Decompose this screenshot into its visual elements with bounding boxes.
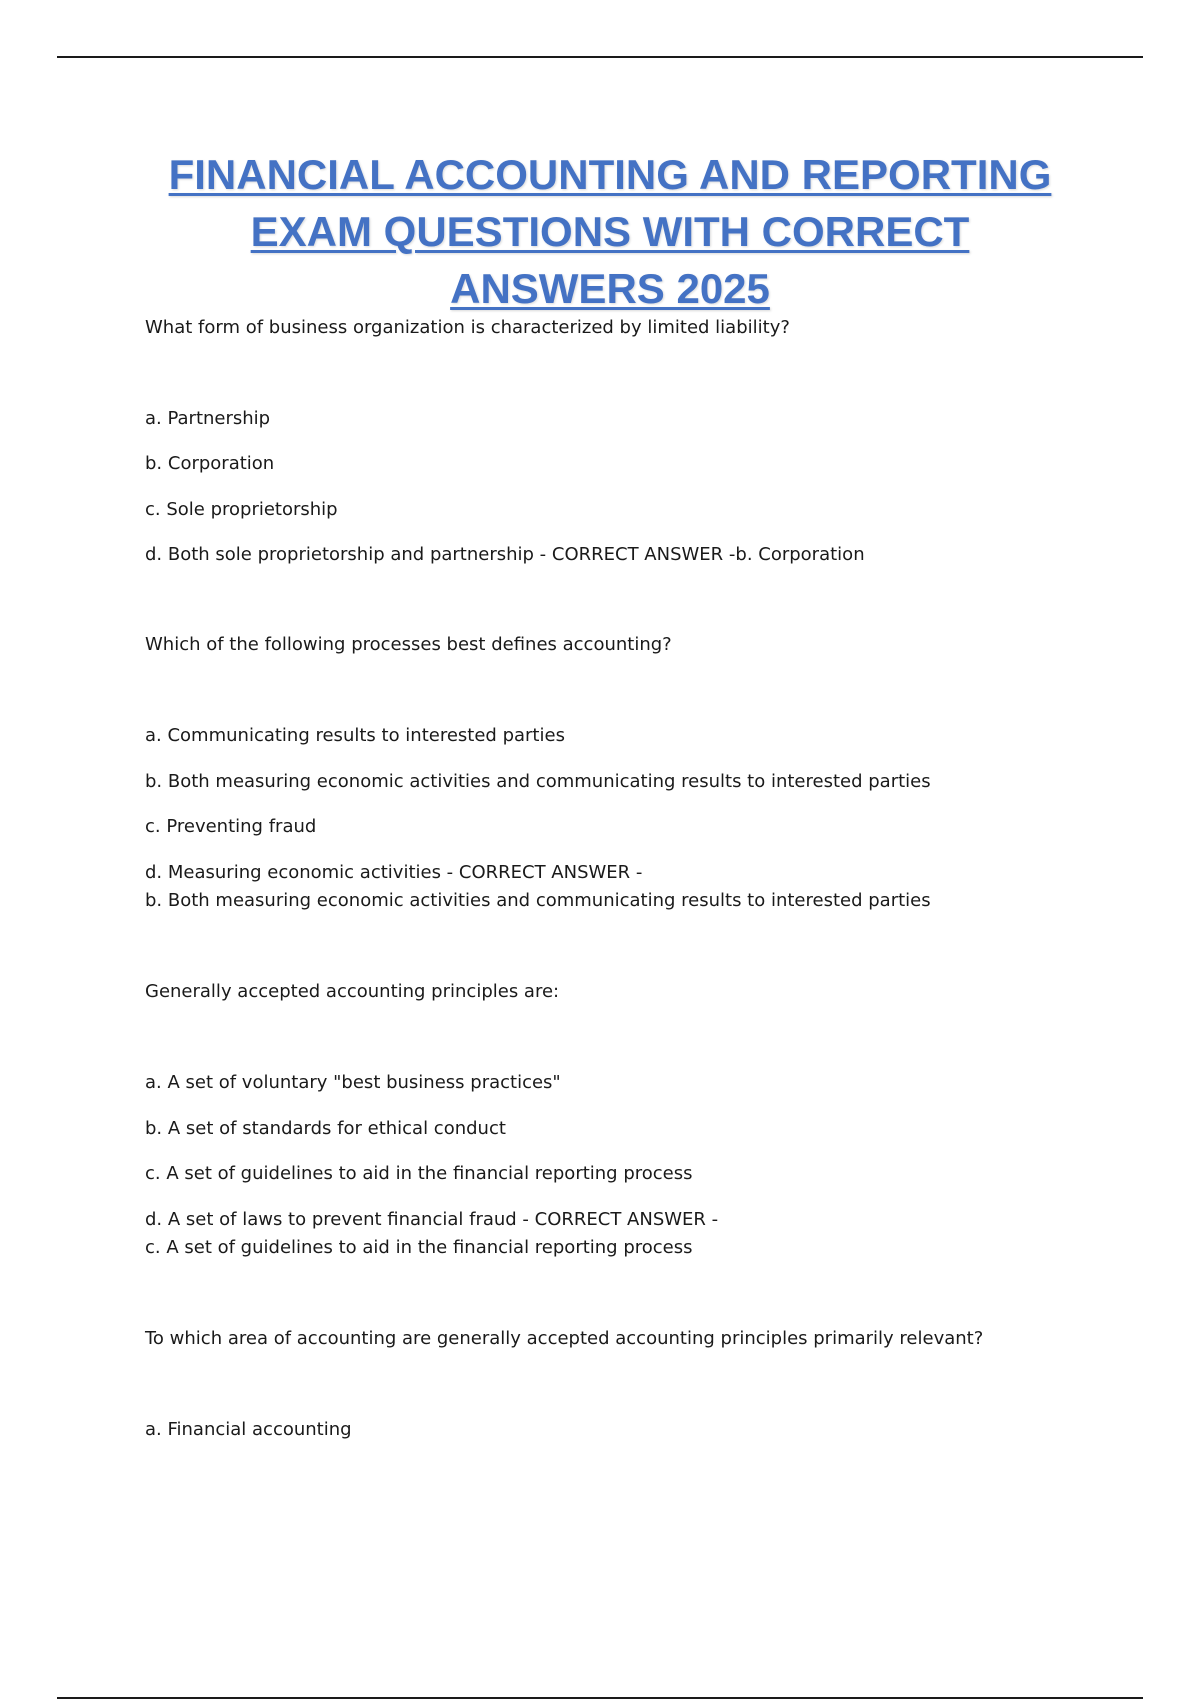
bottom-rule [57, 1697, 1143, 1699]
question-1-option-d: d. Both sole proprietorship and partnership - CORRECT ANSWER -b. Corporation [145, 544, 865, 565]
question-2-option-d: d. Measuring economic activities - CORRECT ANSWER - [145, 862, 643, 883]
question-2-option-c: c. Preventing fraud [145, 816, 317, 837]
question-3-option-c: c. A set of guidelines to aid in the financial reporting process [145, 1163, 693, 1184]
question-3-text: Generally accepted accounting principles are: [145, 981, 560, 1002]
question-4-text: To which area of accounting are generally accepted accounting principles primarily relevant? [145, 1328, 984, 1349]
question-3-option-a: a. A set of voluntary "best business practices" [145, 1072, 561, 1093]
question-2-option-a: a. Communicating results to interested parties [145, 725, 565, 746]
question-2-answer: b. Both measuring economic activities and communicating results to interested parties [145, 890, 931, 911]
question-4-option-a: a. Financial accounting [145, 1419, 352, 1440]
question-3-answer: c. A set of guidelines to aid in the financial reporting process [145, 1237, 693, 1258]
question-1-option-c: c. Sole proprietorship [145, 499, 338, 520]
top-rule [57, 56, 1143, 58]
document-title: FINANCIAL ACCOUNTING AND REPORTING EXAM QUESTIONS WITH CORRECT ANSWERS 2025 [168, 151, 1052, 312]
question-1-text: What form of business organization is characterized by limited liability? [145, 317, 790, 338]
question-3-option-d: d. A set of laws to prevent financial fraud - CORRECT ANSWER - [145, 1209, 719, 1230]
question-2-option-b: b. Both measuring economic activities and communicating results to interested parties [145, 771, 931, 792]
question-1-option-a: a. Partnership [145, 408, 271, 429]
question-2-text: Which of the following processes best defines accounting? [145, 634, 672, 655]
question-1-option-b: b. Corporation [145, 453, 275, 474]
question-3-option-b: b. A set of standards for ethical conduct [145, 1118, 506, 1139]
